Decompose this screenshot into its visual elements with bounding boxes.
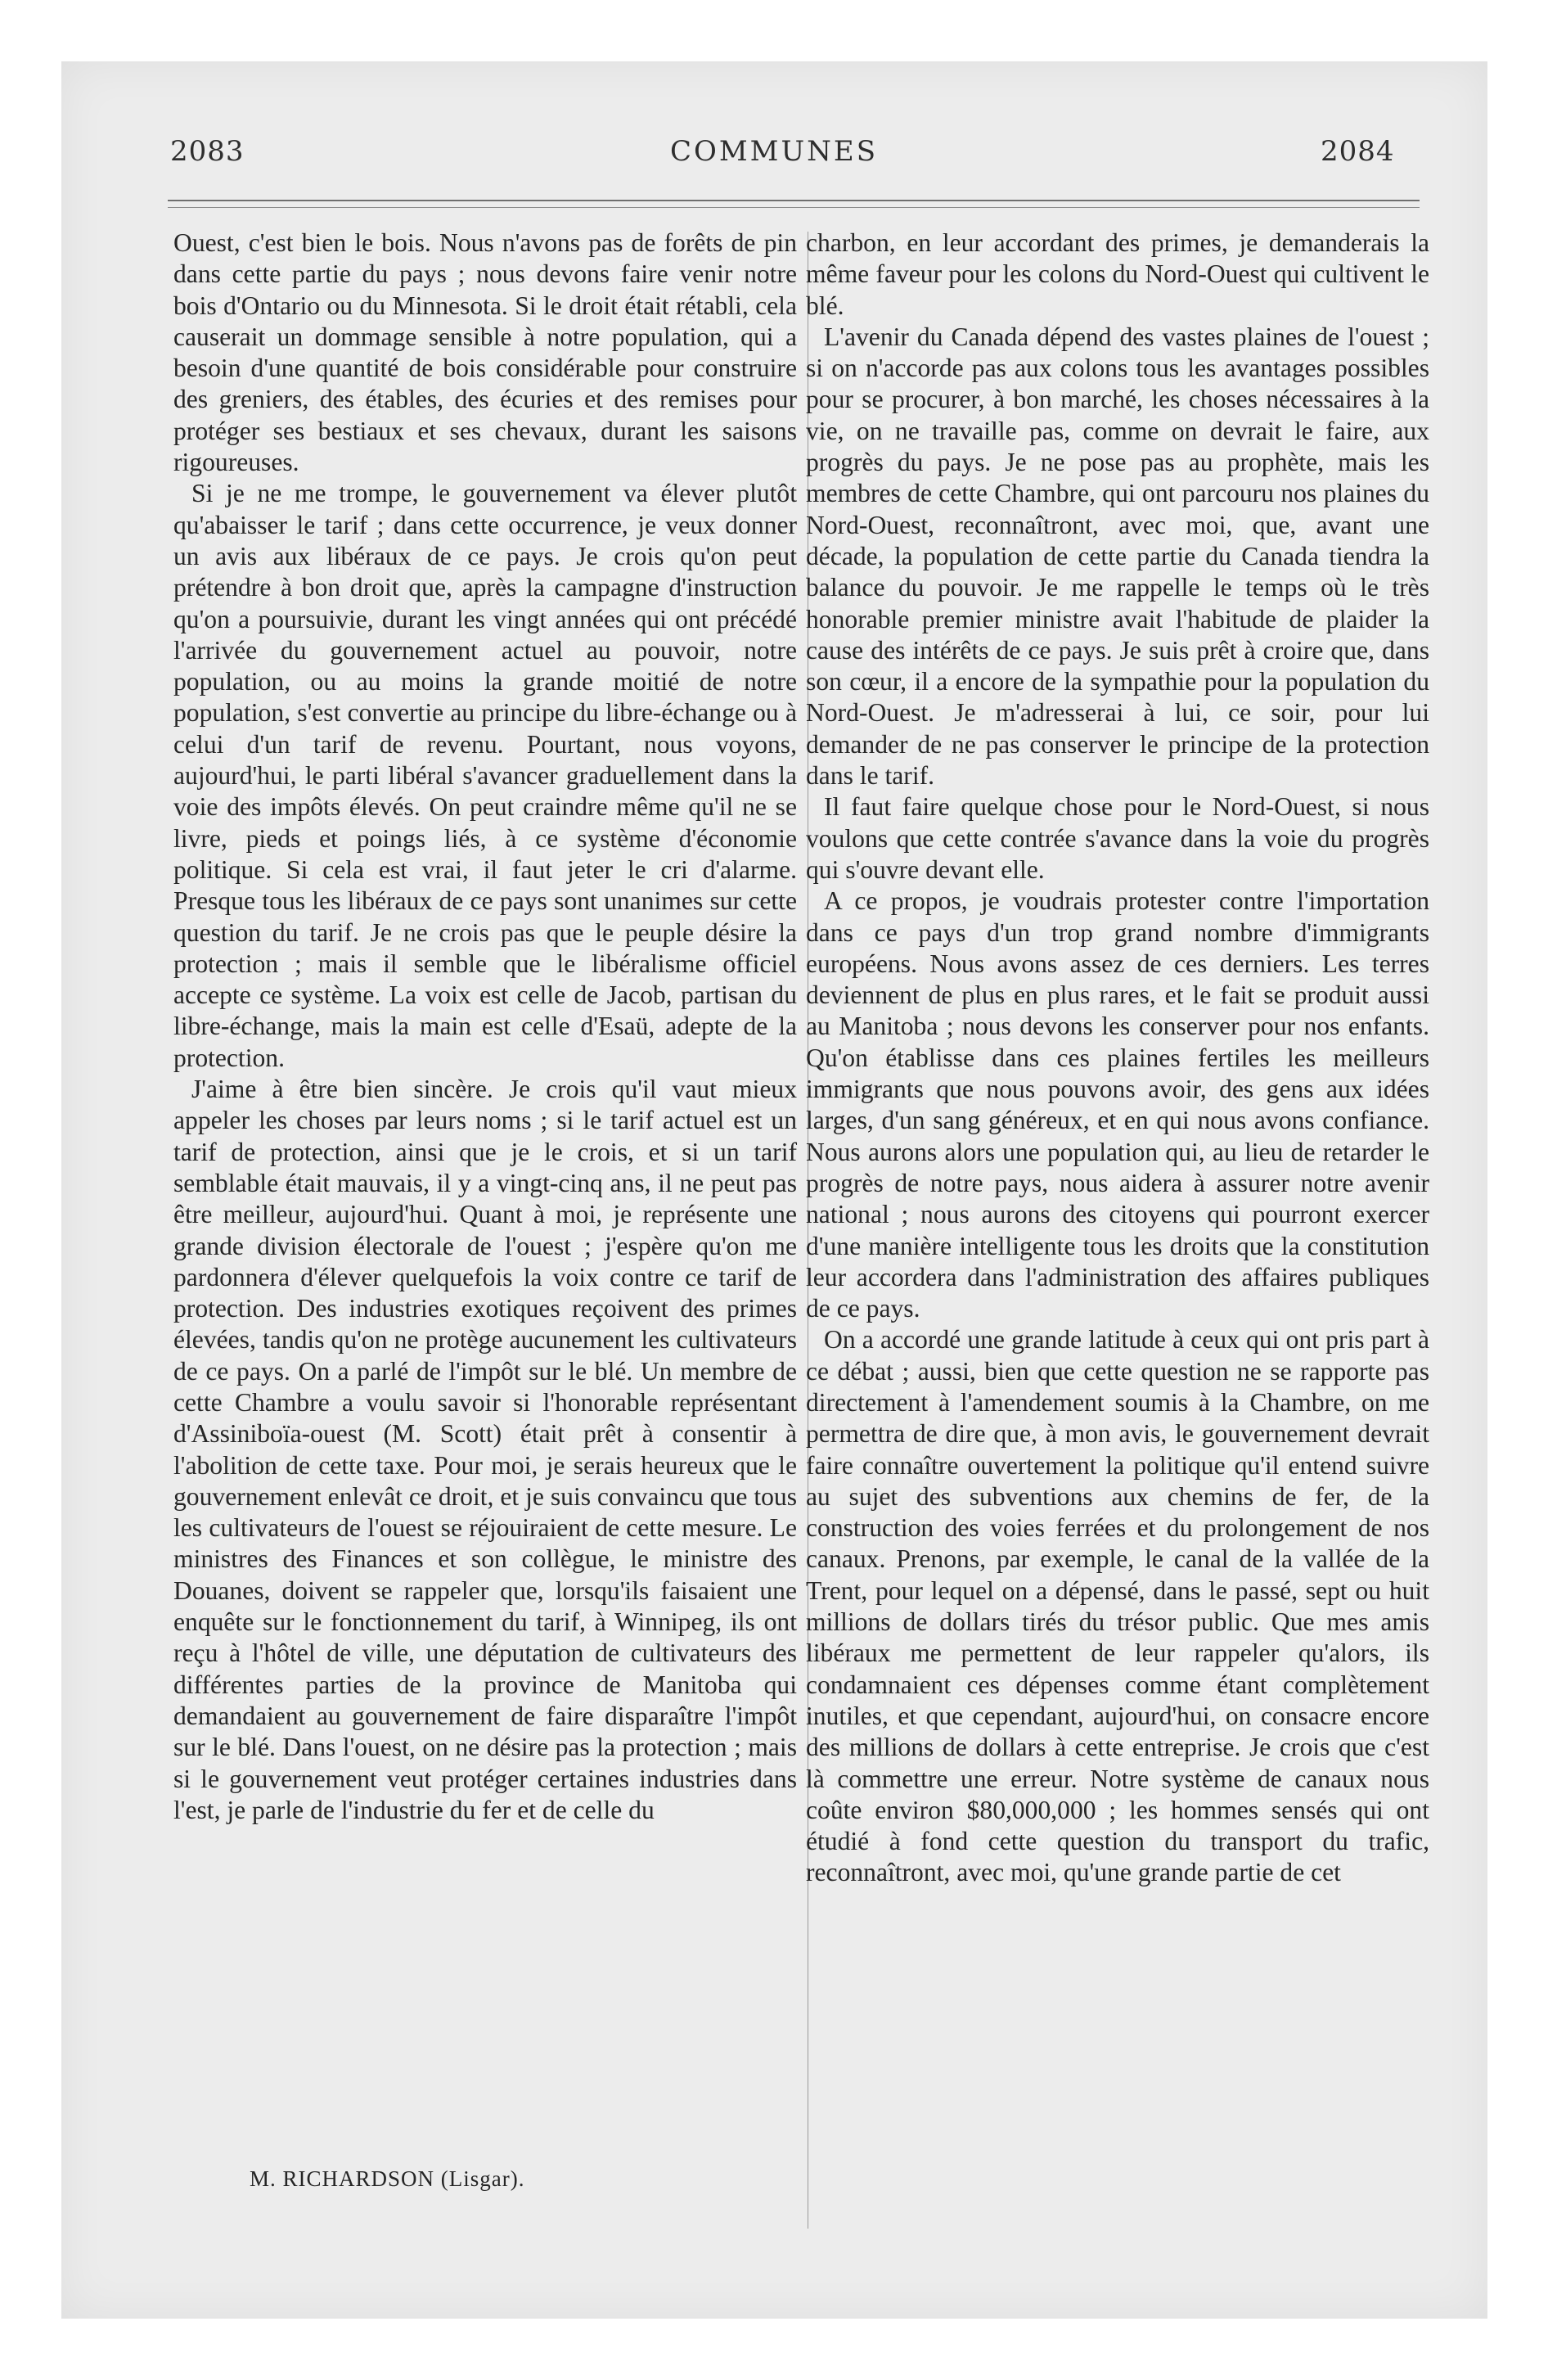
paragraph: On a accordé une grande latitude à ceux qui ont pris part à ce débat ; aussi, bien que cette question ne se rapporte pas directement à l'amendement soumis à la Chambre, on me permettra de dire que, à mon avis, le gouvernement devrait faire connaître ouvertement la politique qu'il entend suivre au sujet des subventions aux chemins de fer, de la construction des voies ferrées et du prolongement de nos canaux. Prenons, par exemple, le canal de la vallée de la Trent, pour lequel on a dépensé, dans le passé, sept ou huit millions de dollars tirés du trésor public. Que mes amis libéraux me permettent de leur rappeler qu'alors, ils condamnaient ces dépenses comme étant complètement inutiles, et que cependant, aujourd'hui, on consacre encore des millions de dollars à cette entreprise. Je crois que c'est là commettre une erreur. Notre système de canaux nous coûte environ $80,000,000 ; les hommes sensés qui ont étudié à fond cette question du transport du trafic, reconnaîtront, avec moi, qu'une grande partie de cet	[806, 1325, 1429, 1887]
paragraph: J'aime à être bien sincère. Je crois qu'il vaut mieux appeler les choses par leurs noms ; si le tarif actuel est un tarif de protection, ainsi que je le crois, et si un tarif semblable était mauvais, il y a vingt-cinq ans, il ne peut pas être meilleur, aujourd'hui. Quant à moi, je représente une grande division électorale de l'ouest ; j'espère qu'on me pardonnera d'élever quelquefois la voix contre ce tarif de protection. Des industries exotiques reçoivent des primes élevées, tandis qu'on ne protège aucunement les cultivateurs de ce pays. On a parlé de l'impôt sur le blé. Un membre de cette Chambre a voulu savoir si l'honorable représentant d'Assiniboïa-ouest (M. Scott) était prêt à consentir à l'abolition de cette taxe. Pour moi, je serais heureux que le gouvernement enlevât ce droit, et je suis convaincu que tous les cultivateurs de l'ouest se réjouiraient de cette mesure. Le ministres des Finances et son collègue, le ministre des Douanes, doivent se rappeler que, lorsqu'ils faisaient une enquête sur le fonctionnement du tarif, à Winnipeg, ils ont reçu à l'hôtel de ville, une députation de cultivateurs des différentes parties de la province de Manitoba qui demandaient au gouvernement de faire disparaître l'impôt sur le blé. Dans l'ouest, on ne désire pas la protection ; mais si le gouvernement veut protéger certaines industries dans l'est, je parle de l'industrie du fer et de celle du	[173, 1075, 797, 1824]
paragraph: Ouest, c'est bien le bois. Nous n'avons pas de forêts de pin dans cette partie du pays ; nous devons faire venir notre bois d'Ontario ou du Minnesota. Si le droit était rétabli, cela causerait un dommage sensible à notre population, qui a besoin d'une quantité de bois considérable pour construire des greniers, des étables, des écuries et des remises pour protéger ses bestiaux et ses chevaux, durant les saisons rigoureuses.	[173, 228, 797, 477]
speaker-attribution: M. RICHARDSON (Lisgar).	[250, 2166, 525, 2191]
page-number-right: 2084	[1321, 135, 1395, 168]
paragraph: Il faut faire quelque chose pour le Nord-Ouest, si nous voulons que cette contrée s'avance dans la voie du progrès qui s'ouvre devant elle.	[806, 792, 1429, 884]
paragraph: Si je ne me trompe, le gouvernement va élever plutôt qu'abaisser le tarif ; dans cette occurrence, je veux donner un avis aux libéraux de ce pays. Je crois qu'on peut prétendre à bon droit que, après la campagne d'instruction qu'on a poursuivie, durant les vingt années qui ont précédé l'arrivée du gouvernement actuel au pouvoir, notre population, ou au moins la grande moitié de notre population, s'est convertie au principe du libre-échange ou à celui d'un tarif de revenu. Pourtant, nous voyons, aujourd'hui, le parti libéral s'avancer graduellement dans la voie des impôts élevés. On peut craindre même qu'il ne se livre, pieds et poings liés, à ce système d'économie politique. Si cela est vrai, il faut jeter le cri d'alarme. Presque tous les libéraux de ce pays sont unanimes sur cette question du tarif. Je ne crois pas que le peuple désire la protection ; mais il semble que le libéralisme officiel accepte ce système. La voix est celle de Jacob, partisan du libre-échange, mais la main est celle d'Esaü, adepte de la protection.	[173, 479, 797, 1072]
page-number-left: 2083	[170, 135, 245, 168]
left-column	[173, 228, 797, 1826]
right-column	[806, 228, 1429, 1889]
paragraph: charbon, en leur accordant des primes, je demanderais la même faveur pour les colons du Nord-Ouest qui cultivent le blé.	[806, 228, 1429, 320]
header-rule	[168, 200, 1420, 201]
paragraph: L'avenir du Canada dépend des vastes plaines de l'ouest ; si on n'accorde pas aux colons tous les avantages possibles pour se procurer, à bon marché, les choses nécessaires à la vie, on ne travaille pas, comme on devrait le faire, aux progrès du pays. Je ne pose pas au prophète, mais les membres de cette Chambre, qui ont parcouru nos plaines du Nord-Ouest, reconnaîtront, avec moi, que, avant une décade, la population de cette partie du Canada tiendra la balance du pouvoir. Je me rappelle le temps où le très honorable premier ministre avait l'habitude de plaider la cause des intérêts de ce pays. Je suis prêt à croire que, dans son cœur, il a encore de la sympathie pour la population du Nord-Ouest. Je m'adresserai à lui, ce soir, pour lui demander de ne pas conserver le principe de la protection dans le tarif.	[806, 322, 1429, 791]
header-rule-thin	[168, 207, 1420, 208]
running-title: COMMUNES	[669, 135, 879, 168]
paragraph: A ce propos, je voudrais protester contre l'importation dans ce pays d'un trop grand nombre d'immigrants européens. Nous avons assez de ces derniers. Les terres deviennent de plus en plus rares, et le fait se produit aussi au Manitoba ; nous devons les conserver pour nos enfants. Qu'on établisse dans ces plaines fertiles les meilleurs immigrants que nous pouvons avoir, des gens aux idées larges, d'un sang généreux, et en qui nous avons confiance. Nous aurons alors une population qui, au lieu de retarder le progrès de notre pays, nous aidera à assurer notre avenir national ; nous aurons des citoyens qui pourront exercer d'une manière intelligente tous les droits que la constitution leur accordera dans l'administration des affaires publiques de ce pays.	[806, 886, 1429, 1323]
